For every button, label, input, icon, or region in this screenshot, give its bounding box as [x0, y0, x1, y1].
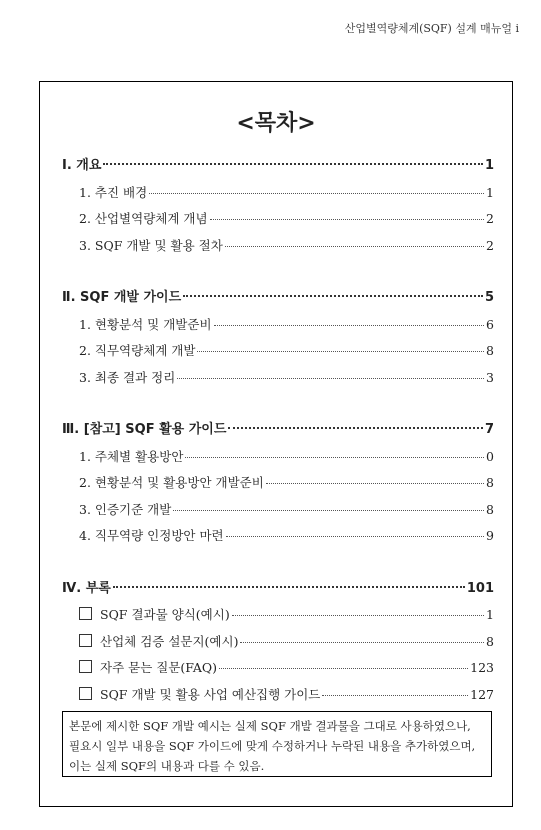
page-number: 101	[466, 580, 494, 596]
item-label: 3. 최종 결과 정리	[79, 369, 176, 385]
toc-item[interactable]	[62, 365, 494, 392]
toc-item[interactable]	[62, 312, 494, 339]
toc-item[interactable]	[62, 338, 494, 365]
toc-item[interactable]	[62, 444, 494, 471]
page-number: 0	[486, 448, 494, 464]
toc-item[interactable]	[62, 180, 494, 207]
item-label: SQF 개발 및 활용 사업 예산집행 가이드	[100, 686, 321, 702]
section-label: Ⅳ. 부록	[62, 580, 111, 596]
toc-item[interactable]	[62, 470, 494, 497]
page-number: 1	[486, 184, 494, 200]
note-box: 본문에 제시한 SQF 개발 예시는 실제 SQF 개발 결과물을 그대로 사용하였으나, 필요시 일부 내용을 SQF 가이드에 맞게 수정하거나 누락된 내용을 추가하였으며, 이는 실제 SQF의 내용과 다를 수 있음.	[62, 711, 492, 777]
leader-dots	[225, 246, 484, 247]
item-label: 2. 직무역량체계 개발	[79, 343, 196, 358]
leader-dots	[197, 351, 484, 352]
page-number: 8	[486, 343, 494, 358]
toc-item[interactable]	[62, 523, 494, 550]
leader-dots	[173, 510, 484, 511]
page-number: 6	[486, 316, 494, 332]
page-number: 8	[486, 475, 494, 490]
page-number: 127	[470, 686, 494, 702]
toc-list	[62, 153, 494, 708]
toc-section-4[interactable]	[62, 576, 494, 603]
toc-section-1[interactable]	[62, 153, 494, 180]
leader-dots	[322, 695, 468, 696]
item-label: 자주 묻는 질문(FAQ)	[100, 660, 218, 675]
item-label: 3. SQF 개발 및 활용 절차	[79, 237, 223, 253]
item-label: 1. 주체별 활용방안	[79, 448, 184, 464]
leader-dots	[226, 536, 484, 537]
page-number: 1	[486, 607, 494, 622]
page-number: 8	[486, 633, 494, 649]
leader-dots	[266, 483, 484, 484]
checkbox-icon	[79, 687, 92, 700]
spacer	[62, 259, 494, 285]
item-label: 2. 산업별역량체계 개념	[79, 211, 208, 226]
leader-dots	[103, 163, 483, 165]
checkbox-icon	[79, 607, 92, 620]
toc-appendix-item[interactable]	[62, 655, 494, 682]
leader-dots	[177, 378, 484, 379]
toc-appendix-item[interactable]	[62, 682, 494, 709]
item-label: 산업체 검증 설문지(예시)	[100, 633, 239, 649]
leader-dots	[219, 668, 468, 669]
page-number: 9	[486, 528, 494, 543]
page-number: 3	[486, 369, 494, 385]
page-number: 2	[486, 237, 494, 253]
toc-box	[39, 81, 513, 807]
leader-dots	[228, 427, 483, 429]
checkbox-icon	[79, 660, 92, 673]
leader-dots	[183, 295, 483, 297]
page-number: 5	[484, 290, 494, 305]
checkbox-icon	[79, 634, 92, 647]
spacer	[62, 550, 494, 576]
leader-dots	[113, 586, 465, 588]
item-label: 4. 직무역량 인정방안 마련	[79, 528, 224, 543]
leader-dots	[149, 193, 484, 194]
toc-title: <목차>	[236, 111, 316, 136]
toc-section-3[interactable]	[62, 417, 494, 444]
section-label: Ⅱ. SQF 개발 가이드	[62, 290, 182, 305]
page-number: 8	[486, 501, 494, 517]
toc-appendix-item[interactable]	[62, 602, 494, 629]
toc-appendix-item[interactable]	[62, 629, 494, 656]
leader-dots	[240, 642, 484, 643]
toc-item[interactable]	[62, 233, 494, 260]
spacer	[62, 391, 494, 417]
section-label: Ⅲ. [참고] SQF 활용 가이드	[62, 422, 227, 437]
page-number: 123	[470, 660, 494, 675]
page-number: 2	[486, 211, 494, 226]
toc-item[interactable]	[62, 497, 494, 524]
section-label: Ⅰ. 개요	[62, 158, 102, 173]
toc-item[interactable]	[62, 206, 494, 233]
page-number: 1	[484, 158, 494, 173]
leader-dots	[214, 325, 485, 326]
leader-dots	[185, 457, 484, 458]
item-label: 3. 인증기준 개발	[79, 501, 172, 517]
item-label: 1. 추진 배경	[79, 184, 148, 200]
item-label: SQF 결과물 양식(예시)	[100, 607, 230, 622]
running-header: 산업별역량체계(SQF) 설계 매뉴얼 i	[344, 22, 519, 35]
item-label: 2. 현황분석 및 활용방안 개발준비	[79, 475, 264, 490]
toc-section-2[interactable]	[62, 285, 494, 312]
page-number: 7	[484, 422, 494, 437]
leader-dots	[210, 219, 484, 220]
item-label: 1. 현황분석 및 개발준비	[79, 316, 212, 332]
leader-dots	[232, 615, 484, 616]
